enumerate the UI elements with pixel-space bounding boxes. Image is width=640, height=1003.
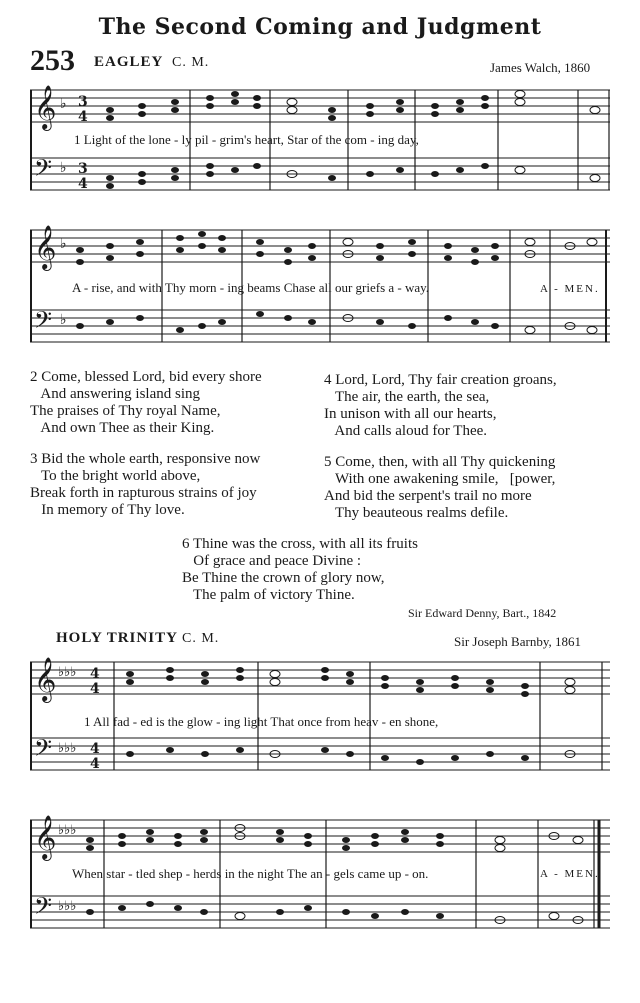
- hymn-number: 253: [30, 44, 75, 77]
- composer: James Walch, 1860: [490, 60, 591, 75]
- treble-clef-icon: 𝄞: [34, 815, 57, 859]
- meter: C. M.: [182, 631, 220, 646]
- time-signature-bottom: 4: [78, 109, 88, 125]
- treble-staff: [30, 90, 610, 122]
- bass-staff: [30, 158, 610, 190]
- tune-name: EAGLEY: [94, 54, 164, 70]
- lyric-line: 1 All fad - ed is the glow - ing light That once from heav - en shone,: [84, 714, 439, 729]
- time-signature-bottom: 4: [90, 756, 100, 772]
- amen-label: A - MEN.: [540, 868, 600, 880]
- flat-icon: ♭: [60, 312, 67, 328]
- bass-clef-icon: 𝄢: [34, 306, 53, 339]
- flat-icon: ♭: [60, 96, 67, 112]
- treble-staff: [30, 820, 610, 852]
- flat-icon: ♭: [60, 236, 67, 252]
- meter: C. M.: [172, 55, 210, 70]
- verse-3: 3 Bid the whole earth, responsive now To the bright world above, Break forth in rapturous strains of joy In memory of Thy love.: [30, 451, 261, 518]
- bass-staff: [30, 738, 610, 770]
- page-header: The Second Coming and Judgment: [98, 14, 542, 40]
- verse-6: 6 Thine was the cross, with all its fruits Of grace and peace Divine : Be Thine the crown of glory now, The palm of victory Thine.: [182, 536, 418, 603]
- time-signature-top: 3: [78, 94, 88, 110]
- bass-staff: [30, 310, 610, 342]
- tune-name: HOLY TRINITY: [56, 630, 178, 646]
- treble-clef-icon: 𝄞: [34, 225, 57, 269]
- flat-icon: ♭: [60, 160, 67, 176]
- time-signature-bottom: 4: [90, 681, 100, 697]
- treble-staff: [30, 662, 610, 694]
- treble-staff: [30, 230, 610, 262]
- bass-clef-icon: 𝄢: [34, 154, 53, 187]
- amen-label: A - MEN.: [540, 283, 600, 295]
- time-signature-top: 3: [78, 161, 88, 177]
- flat-icon: ♭♭♭: [58, 823, 77, 838]
- lyric-line: A - rise, and with Thy morn - ing beams Chase all our griefs a - way.: [72, 280, 430, 295]
- composer: Sir Joseph Barnby, 1861: [454, 634, 581, 649]
- flat-icon: ♭♭♭: [58, 741, 77, 756]
- bass-clef-icon: 𝄢: [34, 734, 53, 767]
- text-attribution: Sir Edward Denny, Bart., 1842: [408, 606, 557, 620]
- verse-4: 4 Lord, Lord, Thy fair creation groans, The air, the earth, the sea, In unison with all our hearts, And calls aloud for Thee.: [324, 372, 557, 439]
- verse-2: 2 Come, blessed Lord, bid every shore And answering island sing The praises of Thy royal Name, And own Thee as their King.: [30, 369, 262, 436]
- flat-icon: ♭♭♭: [58, 899, 77, 914]
- lyric-line: When star - tled shep - herds in the night The an - gels came up - on.: [72, 866, 429, 881]
- lyric-line: 1 Light of the lone - ly pil - grim's heart, Star of the com - ing day,: [74, 132, 419, 147]
- treble-clef-icon: 𝄞: [34, 657, 57, 701]
- time-signature-top: 4: [90, 741, 100, 757]
- bass-clef-icon: 𝄢: [34, 892, 53, 925]
- time-signature-top: 4: [90, 666, 100, 682]
- flat-icon: ♭♭♭: [58, 665, 77, 680]
- treble-clef-icon: 𝄞: [34, 85, 57, 129]
- time-signature-bottom: 4: [78, 176, 88, 192]
- verse-5: 5 Come, then, with all Thy quickening With one awakening smile, [power, And bid the serpent's trail no more Thy beauteous realms defile.: [324, 454, 556, 521]
- bass-staff: [30, 896, 610, 928]
